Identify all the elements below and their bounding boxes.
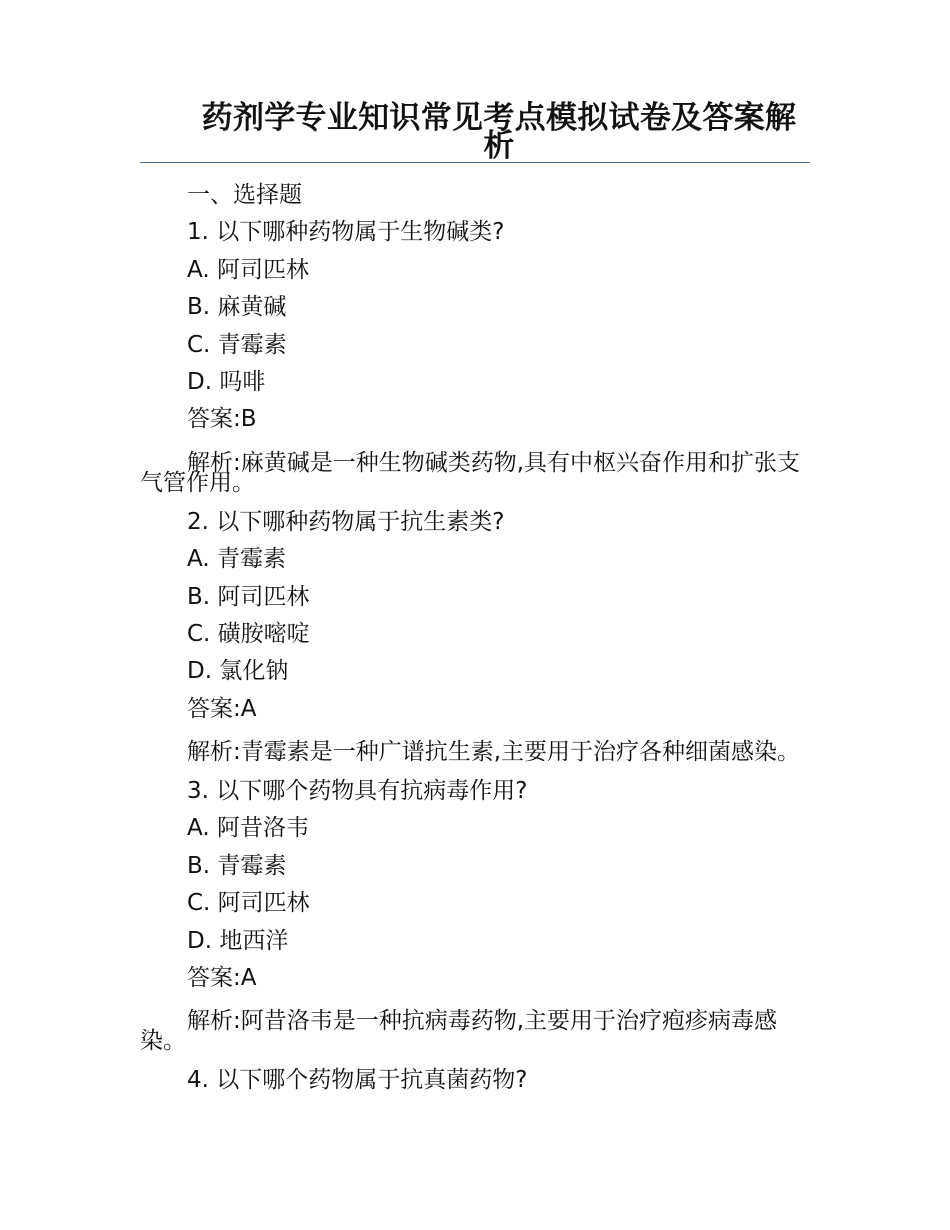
answer-option: D. 氯化钠	[187, 658, 289, 685]
question-text: 3. 以下哪个药物具有抗病毒作用?	[187, 778, 528, 805]
document-body	[140, 177, 812, 1100]
answer-option: C. 青霉素	[187, 331, 287, 358]
answer-option: B. 麻黄碱	[187, 294, 287, 321]
answer-option: A. 青霉素	[187, 546, 286, 573]
answer-option: A. 阿司匹林	[187, 256, 309, 283]
answer-option: C. 阿司匹林	[187, 890, 310, 917]
question-text: 2. 以下哪种药物属于抗生素类?	[187, 508, 505, 535]
answer-key: 答案:B	[187, 406, 257, 433]
answer-key: 答案:A	[187, 695, 257, 722]
explanation-paragraph: 解析:阿昔洛韦是一种抗病毒药物,主要用于治疗疱疹病毒感染。	[140, 1008, 778, 1055]
question-text: 1. 以下哪种药物属于生物碱类?	[187, 219, 505, 246]
explanation-paragraph: 解析:青霉素是一种广谱抗生素,主要用于治疗各种细菌感染。	[187, 739, 801, 766]
answer-key: 答案:A	[187, 965, 257, 992]
answer-option: D. 吗啡	[187, 368, 266, 395]
section-heading: 一、选择题	[187, 182, 302, 208]
title-block	[140, 100, 810, 164]
answer-option: C. 磺胺嘧啶	[187, 620, 310, 647]
question-text: 4. 以下哪个药物属于抗真菌药物?	[187, 1067, 528, 1094]
answer-option: B. 阿司匹林	[187, 583, 310, 610]
document-title: 药剂学专业知识常见考点模拟试卷及答案解析	[201, 100, 797, 164]
answer-option: D. 地西洋	[187, 927, 289, 954]
answer-option: A. 阿昔洛韦	[187, 815, 309, 842]
answer-option: B. 青霉素	[187, 852, 287, 879]
explanation-paragraph: 解析:麻黄碱是一种生物碱类药物,具有中枢兴奋作用和扩张支气管作用。	[140, 449, 801, 496]
